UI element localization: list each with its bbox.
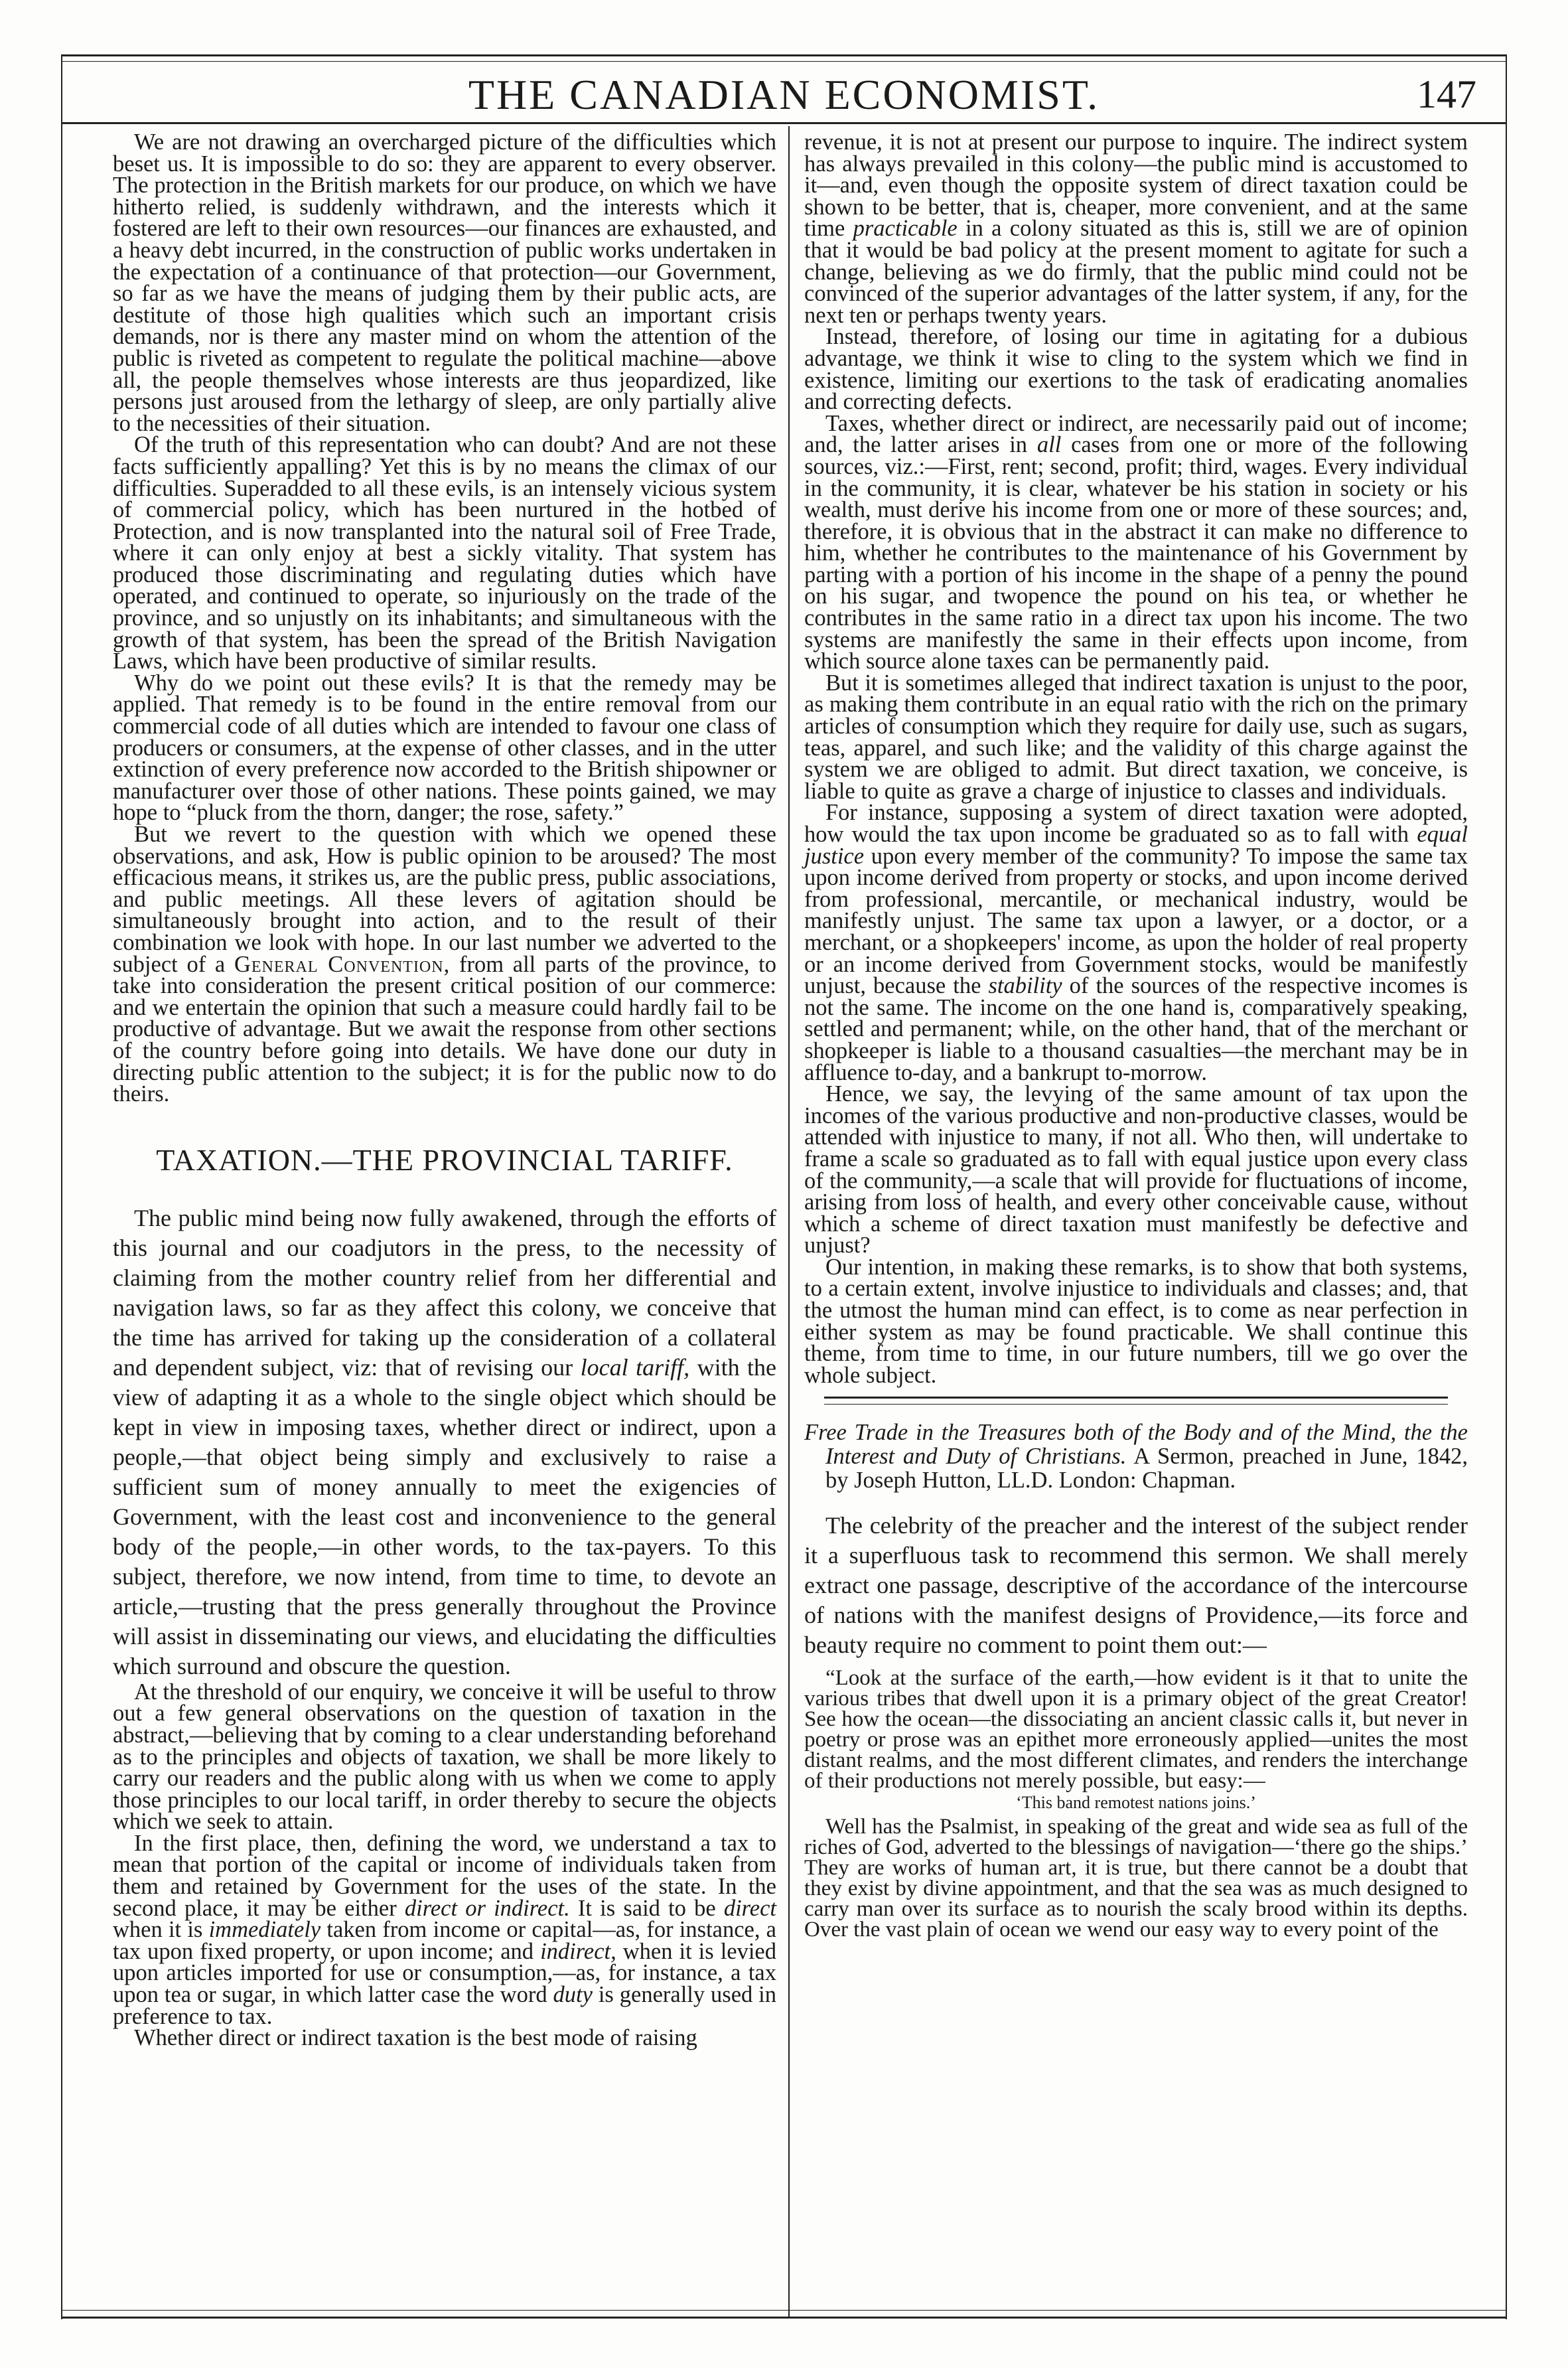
- paragraph-text: from all parts of the province, to take into consideration the present critical position of our commerce: and we entertain the opinion that such a measure could hardly fail to be productive of advantage. But we await the response from other sections of the country before going into details. We have done our duty in directing public attention to the subject; it is for the public now to do theirs.: [113, 951, 777, 1107]
- article-paragraph: Instead, therefore, of losing our time in agitating for a dubious advantage, we think it wise to cling to the system which we find in existence, limiting our exertions to the task of eradicating anomalies and correcting defects.: [804, 324, 1468, 415]
- bottom-border-rule: [61, 2317, 1507, 2319]
- italic-term: equal justice: [804, 822, 1468, 869]
- paragraph-text: In the first place, then, defining the word, we understand a tax to mean that portion of the capital or income of individuals taken from them and retained by Government for the uses of the state. In the second place, it may be either: [113, 1830, 776, 1921]
- review-heading: [804, 1420, 1468, 1492]
- publication-title: THE CANADIAN ECONOMIST.: [468, 71, 1100, 118]
- article-paragraph: [804, 410, 1468, 674]
- paragraph-text: with the view of adapting it as a whole to the single object which should be kept in view in imposing taxes, whether direct or indirect, upon a people,—that object being simply and exclusively to raise a sufficient sum of money annually to meet the exigencies of Government, with the least cost and inconvenience to the general body of the people,—in other words, to the tax-payers. To this subject, therefore, we now intend, from time to time, to devote an article,—trusting that the press generally throughout the Province will assist in disseminating our views, and elucidating the difficulties which surround and obscure the question.: [113, 1353, 777, 1679]
- italic-term: indirect,: [540, 1938, 616, 1964]
- article-paragraph: Whether direct or indirect taxation is the best mode of raising: [134, 2025, 697, 2051]
- verse-line: ‘This band remotest nations joins.’: [1016, 1793, 1256, 1813]
- bottom-border-rule-inner: [61, 2310, 1507, 2311]
- paragraph-text: when it is levied upon articles imported for use or consumption,—as, for instance, a tax upon tea or sugar, in which latter case the word: [113, 1938, 776, 2008]
- page-number: 147: [1417, 72, 1476, 116]
- italic-term: local tariff,: [580, 1353, 690, 1381]
- article-paragraph: [113, 824, 776, 1105]
- paragraph-text: But we revert to the question with which we opened these observations, and ask, How is public opinion to be aroused? The most efficacious means, it strikes us, are the public press, public associations, and public meetings. All these levers of agitation should be simultaneously brought into action, and to the result of their combination we look with hope. In our last number we adverted to the subject of a: [113, 822, 776, 977]
- article-paragraph: We are not drawing an overcharged picture of the difficulties which beset us. It is impossible to do so: they are apparent to every observer. The protection in the British markets for our produce, on which we have hitherto relied, is suddenly withdrawn, and the interests which it fostered are left to their own resources—our finances are exhausted, and a heavy debt incurred, in the construction of public works undertaken in the expectation of a continuance of that protection—our Government, so far as we have the means of judging them by their public acts, are destitute of those high qualities which such an important crisis demands, nor is there any master mind on whom the attention of the public is riveted as competent to regulate the political machine—above all, the people themselves whose interests are thus jeopardized, like persons just aroused from the lethargy of sleep, are only partially alive to the necessities of their situation.: [113, 129, 776, 436]
- article-paragraph: Why do we point out these evils? It is that the remedy may be applied. That remedy is to be found in the entire removal from our commercial code of all duties which are intended to favour one class of producers or consumers, at the expense of other classes, and in the utter extinction of every preference now accorded to the British shipowner or manufacturer over those of other nations. These points gained, we may hope to “pluck from the thorn, danger; the rose, safety.”: [113, 670, 776, 826]
- paragraph-text: The public mind being now fully awakened, through the efforts of this journal and our coadjutors in the press, to the necessity of claiming from the mother country relief from her differential and navigation laws, so far as they affect this colony, we conceive that the time has arrived for taking up the consideration of a collateral and dependent subject, viz: that of revising our: [113, 1204, 776, 1381]
- review-citation: A Sermon, preached in June, 1842, by Joseph Hutton, LL.D. London: Chapman.: [825, 1444, 1468, 1493]
- article-paragraph: Hence, we say, the levying of the same amount of tax upon the incomes of the various productive and non-productive classes, would be attended with injustice to many, if not all. Who then, will undertake to frame a scale so graduated as to fall with equal justice upon every class of the community,—a scale that will provide for fluctuations of income, arising from loss of health, and every other conceivable cause, without which a scheme of direct taxation must manifestly be defective and unjust?: [804, 1081, 1468, 1259]
- article-paragraph: [804, 131, 1468, 326]
- italic-term: direct or indirect.: [404, 1895, 570, 1921]
- section-separator: [824, 1397, 1448, 1405]
- paragraph-text: revenue, it is not at present our purpose to inquire. The indirect system has always prevailed in this colony—the public mind is accustomed to it—and, even though the opposite system of direct taxation could be shown to be better, that is, cheaper, more convenient, and at the same time: [804, 129, 1468, 242]
- italic-term: direct: [723, 1895, 777, 1921]
- quotation: “Look at the surface of the earth,—how evident is it that to unite the various tribes that dwell upon it is a primary object of the great Creator! See how the ocean—the dissociating an ancient classic calls it, but never in poetry or prose was an epithet more erroneously applied—unites the most distant realms, and the most different climates, and renders the interchange of their productions not merely possible, but easy:—: [804, 1666, 1468, 1794]
- review-paragraph: The celebrity of the preacher and the interest of the subject render it a superfluous task to recommend this sermon. We shall merely extract one passage, descriptive of the accordance of the intercourse of nations with the manifest designs of Providence,—its force and beauty require no comment to point them out:—: [804, 1512, 1468, 1659]
- general-convention-term: General Convention,: [234, 951, 451, 977]
- top-border-rule: [61, 54, 1507, 56]
- column-divider: [788, 126, 790, 2317]
- section-heading: TAXATION.—THE PROVINCIAL TARIFF.: [156, 1142, 733, 1177]
- paragraph-text: of the sources of the respective incomes is not the same. The income on the one hand is, comparatively speaking, settled and permanent; while, on the other hand, that of the merchant or shopkeeper is liable to a thousand casualties—the merchant may be in affluence to-day, and a bankrupt to-morrow.: [804, 973, 1468, 1085]
- article-paragraph: [113, 1203, 776, 1681]
- italic-term: immediately: [208, 1917, 321, 1943]
- italic-term: all: [1036, 432, 1062, 458]
- article-paragraph: But it is sometimes alleged that indirect taxation is unjust to the poor, as making them contribute in an equal ratio with the rich on the primary articles of consumption which they require for daily use, such as sugars, teas, apparel, and such like; and the validity of this charge against the system we are obliged to admit. But direct taxation, we conceive, is liable to quite as grave a charge of injustice to classes and individuals.: [804, 670, 1468, 804]
- right-border-line: [1506, 54, 1507, 2319]
- header-rule: [61, 122, 1507, 124]
- paragraph-text: taken from income or capital—as, for instance, a tax upon fixed property, or upon income; and: [113, 1917, 776, 1964]
- top-border-rule-inner: [61, 61, 1507, 62]
- article-paragraph: At the threshold of our enquiry, we conceive it will be useful to throw out a few general observations on the question of taxation in the abstract,—believing that by coming to a clear understanding beforehand as to the principles and objects of taxation, we shall be more likely to carry our readers and the public along with us when we come to apply those principles to our local tariff, in order thereby to secure the objects which we seek to attain.: [113, 1679, 776, 1835]
- paragraph-text: in a colony situated as this is, still we are of opinion that it would be bad policy at the present moment to agitate for such a change, believing as we do firmly, that the public mind could not be convinced of the superior advantages of the latter system, if any, for the next ten or perhaps twenty years.: [804, 216, 1468, 328]
- left-border-line: [61, 54, 62, 2319]
- italic-term: duty: [553, 1982, 593, 2008]
- italic-term: practicable: [853, 216, 958, 242]
- paragraph-text: For instance, supposing a system of direct taxation were adopted, how would the tax upon income be graduated so as to fall with: [804, 800, 1468, 847]
- review-title: Free Trade in the Treasures both of the Body and of the Mind, the the Interest and Duty of Christians.: [804, 1420, 1468, 1470]
- paragraph-text: upon every member of the community? To impose the same tax upon income derived from property or stocks, and upon income derived from professional, mercantile, or mechanical industry, would be manifestly unjust. The same tax upon a lawyer, or a doctor, or a merchant, or a shopkeepers' income, as upon the holder of real property or an income derived from Government stocks, would be manifestly unjust, because the: [804, 843, 1468, 999]
- italic-term: stability: [988, 973, 1062, 999]
- article-paragraph: [113, 1830, 777, 2029]
- right-column: [804, 131, 1468, 1940]
- paragraph-text: when it is: [113, 1917, 203, 1943]
- paragraph-text: Taxes, whether direct or indirect, are necessarily paid out of income; and, the latter arises in: [804, 410, 1468, 458]
- paragraph-text: It is said to be: [577, 1895, 716, 1921]
- article-paragraph: Of the truth of this representation who can doubt? And are not these facts sufficiently appalling? Yet this is by no means the climax of our difficulties. Superadded to all these evils, is an intensely vicious system of commercial policy, which has been nurtured in the hotbed of Protection, and is now transplanted into the natural soil of Free Trade, where it can only enjoy at best a sickly vitality. That system has produced those discriminating and regulating duties which have operated, and continued to operate, so injuriously on the trade of the province, and so unjustly on its inhabitants; and simultaneous with the growth of that system, has been the spread of the British Navigation Laws, which have been productive of similar results.: [113, 432, 776, 674]
- article-paragraph: [804, 802, 1468, 1083]
- quotation-continued: Well has the Psalmist, in speaking of the great and wide sea as full of the riches of God, adverted to the blessings of navigation—‘there go the ships.’ They are works of human art, it is true, but there cannot be a doubt that they exist by divine appointment, and that the sea was as much designed to carry man over its surface as to nourish the scaly brood within its depths. Over the vast plain of ocean we wend our easy way to every point of the: [804, 1815, 1468, 1942]
- article-paragraph: Our intention, in making these remarks, is to show that both systems, to a certain extent, involve injustice to individuals and classes; and, that the utmost the human mind can effect, is to come as near perfection in either system as may be found practicable. We shall continue this theme, from time to time, in our future numbers, till we go over the whole subject.: [804, 1254, 1468, 1388]
- paragraph-text: is generally used in preference to tax.: [113, 1982, 777, 2029]
- paragraph-text: cases from one or more of the following sources, viz.:—First, rent; second, profit; third, wages. Every individual in the community, it is clear, whatever be his station in society or his wealth, must derive his income from one or more of these sources; and, therefore, it is obvious that in the abstract it can make no difference to him, whether he contributes to the maintenance of his Government by parting with a portion of his income in the shape of a penny the pound on his sugar, and twopence the pound on his tea, or whether he contributes in the same ratio in a direct tax upon his income. The two systems are manifestly the same in their effects upon income, from which source alone taxes can be permanently paid.: [804, 432, 1468, 674]
- left-column: [113, 131, 776, 2049]
- running-head: [80, 70, 1488, 119]
